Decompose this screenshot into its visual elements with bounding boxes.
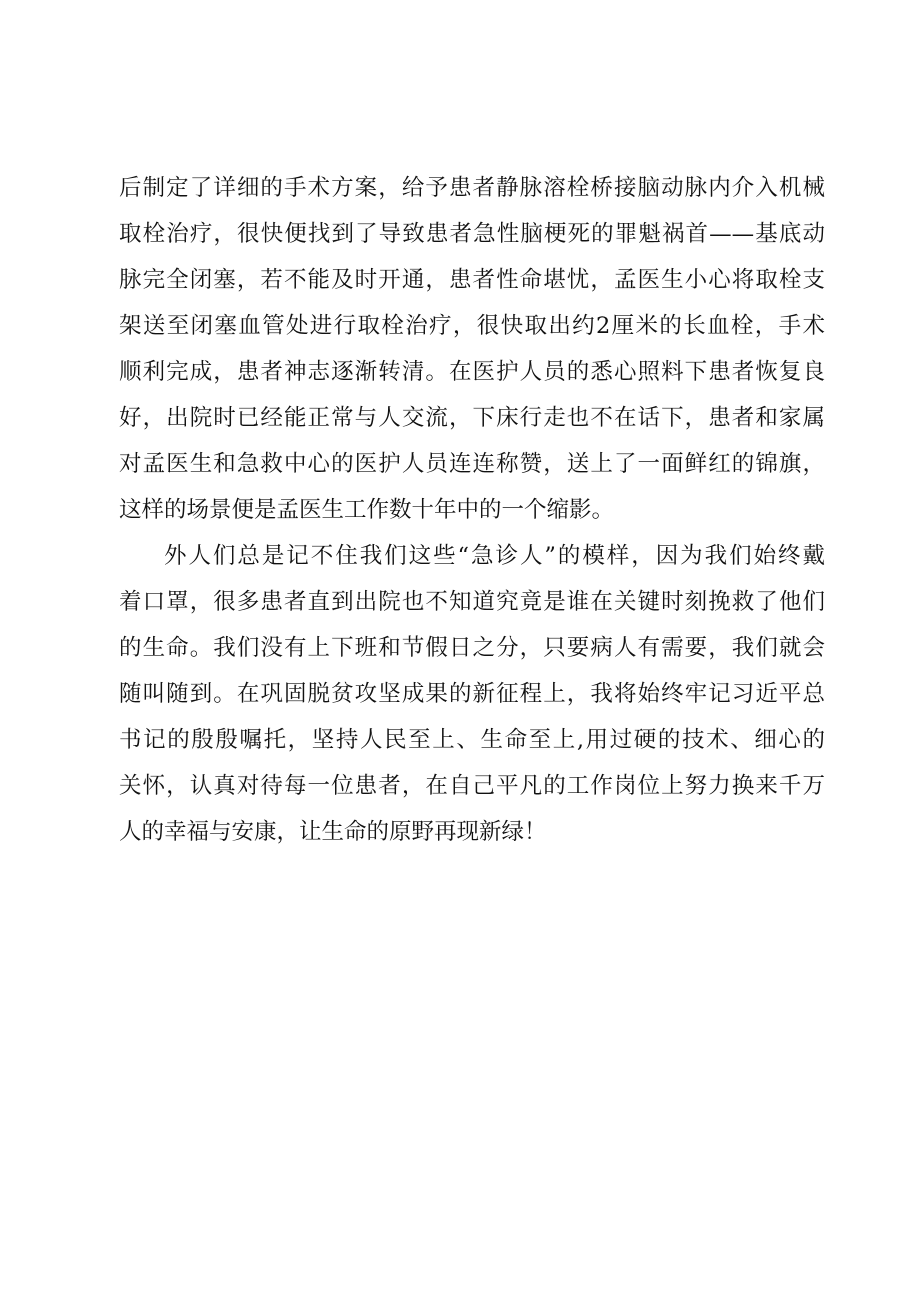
text-line: 后制定了详细的手术方案，给予患者静脉溶栓桥接脑动脉内介入机械 bbox=[119, 175, 825, 201]
text-line: 人的幸福与安康，让生命的原野再现新绿！ bbox=[119, 819, 547, 845]
paragraph-2 bbox=[119, 533, 825, 855]
text-line: 随叫随到。在巩固脱贫攻坚成果的新征程上，我将始终牢记习近平总 bbox=[119, 681, 825, 707]
text-line: 关怀，认真对待每一位患者，在自己平凡的工作岗位上努力换来千万 bbox=[119, 773, 825, 799]
text-line: 的生命。我们没有上下班和节假日之分，只要病人有需要，我们就会 bbox=[119, 635, 825, 661]
text-line: 架送至闭塞血管处进行取栓治疗，很快取出约2厘米的长血栓，手术 bbox=[119, 313, 825, 339]
text-line: 取栓治疗，很快便找到了导致患者急性脑梗死的罪魁祸首——基底动 bbox=[119, 221, 825, 247]
text-line: 脉完全闭塞，若不能及时开通，患者性命堪忧，孟医生小心将取栓支 bbox=[119, 267, 825, 293]
text-line: 着口罩，很多患者直到出院也不知道究竟是谁在关键时刻挽救了他们 bbox=[119, 589, 825, 615]
paragraph-1 bbox=[119, 165, 825, 533]
text-line: 顺利完成，患者神志逐渐转清。在医护人员的悉心照料下患者恢复良 bbox=[119, 359, 825, 385]
text-line: 外人们总是记不住我们这些“急诊人”的模样，因为我们始终戴 bbox=[164, 543, 825, 569]
text-line: 好，出院时已经能正常与人交流，下床行走也不在话下，患者和家属 bbox=[119, 405, 825, 431]
text-line: 对孟医生和急救中心的医护人员连连称赞，送上了一面鲜红的锦旗， bbox=[119, 451, 825, 477]
body-text bbox=[119, 165, 825, 855]
text-line: 书记的殷殷嘱托，坚持人民至上、生命至上,用过硬的技术、细心的 bbox=[119, 727, 825, 753]
text-line: 这样的场景便是孟医生工作数十年中的一个缩影。 bbox=[119, 497, 615, 523]
